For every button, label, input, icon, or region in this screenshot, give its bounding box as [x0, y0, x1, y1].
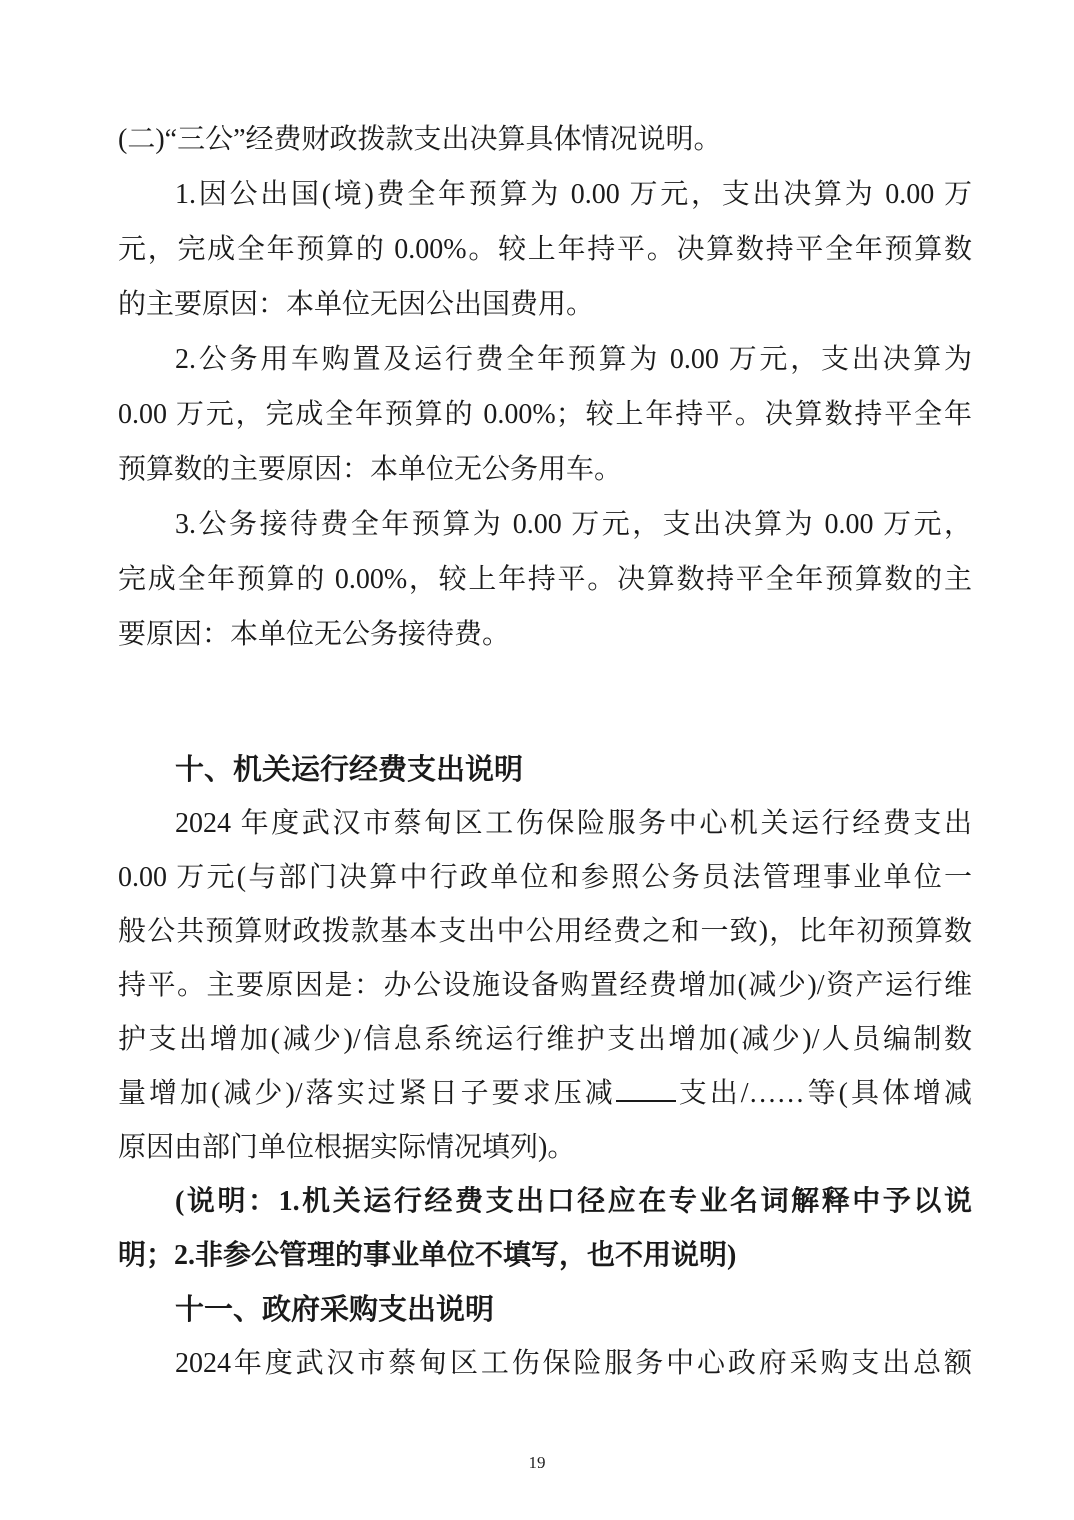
- sangong-item3-line3: 要原因：本单位无公务接待费。: [118, 619, 511, 650]
- fill-in-blank: [616, 1073, 676, 1102]
- section10-note-line2: 明；2.非参公管理的事业单位不填写，也不用说明): [118, 1240, 737, 1271]
- page-number: 19: [528, 1453, 546, 1472]
- sangong-section-heading: (二)“三公”经费财政拨款支出决算具体情况说明。: [118, 124, 722, 155]
- section10-line2: 0.00 万元(与部门决算中行政单位和参照公务员法管理事业单位一: [118, 862, 972, 893]
- sangong-item3-line1: 3.公务接待费全年预算为 0.00 万元，支出决算为 0.00 万元，: [175, 509, 972, 540]
- sangong-item3-line2: 完成全年预算的 0.00%，较上年持平。决算数持平全年预算数的主: [118, 564, 972, 595]
- section-11-paragraph: [118, 1337, 972, 1391]
- sangong-item2-line2: 0.00 万元，完成全年预算的 0.00%；较上年持平。决算数持平全年: [118, 399, 972, 430]
- sangong-item1-line1: 1.因公出国(境)费全年预算为 0.00 万元，支出决算为 0.00 万: [175, 179, 972, 210]
- section10-line6-post: 支出/……等(具体增减: [675, 1078, 972, 1109]
- sangong-item1-line3: 的主要原因：本单位无因公出国费用。: [118, 289, 595, 320]
- section-10-heading: 十、机关运行经费支出说明: [175, 754, 524, 786]
- section-gap: [118, 662, 972, 743]
- section-10-note: [118, 1175, 972, 1283]
- sangong-item-3: [118, 497, 972, 662]
- section10-line7: 原因由部门单位根据实际情况填列)。: [118, 1132, 576, 1163]
- section10-line5: 护支出增加(减少)/信息系统运行维护支出增加(减少)/人员编制数: [118, 1024, 972, 1055]
- section-11-heading: 十一、政府采购支出说明: [175, 1294, 495, 1326]
- section10-line1: 2024 年度武汉市蔡甸区工伤保险服务中心机关运行经费支出: [175, 808, 972, 839]
- section10-line3: 般公共预算财政拨款基本支出中公用经费之和一致)，比年初预算数: [118, 916, 972, 947]
- document-content: [118, 112, 972, 1391]
- sangong-item2-line3: 预算数的主要原因：本单位无公务用车。: [118, 454, 623, 485]
- section10-note-line1: (说明：1.机关运行经费支出口径应在专业名词解释中予以说: [175, 1186, 972, 1217]
- section-10-paragraph: [118, 797, 972, 1175]
- sangong-item-2: [118, 332, 972, 497]
- sangong-item1-line2: 元，完成全年预算的 0.00%。较上年持平。决算数持平全年预算数: [118, 234, 972, 265]
- sangong-item2-line1: 2.公务用车购置及运行费全年预算为 0.00 万元，支出决算为: [175, 344, 972, 375]
- section11-line1: 2024年度武汉市蔡甸区工伤保险服务中心政府采购支出总额: [175, 1348, 972, 1379]
- section10-line6-pre: 量增加(减少)/落实过紧日子要求压减: [118, 1078, 616, 1109]
- sangong-item-1: [118, 167, 972, 332]
- section10-line4: 持平。主要原因是：办公设施设备购置经费增加(减少)/资产运行维: [118, 970, 972, 1001]
- lower-sections: [118, 743, 972, 1391]
- section10-line6: [118, 1067, 972, 1121]
